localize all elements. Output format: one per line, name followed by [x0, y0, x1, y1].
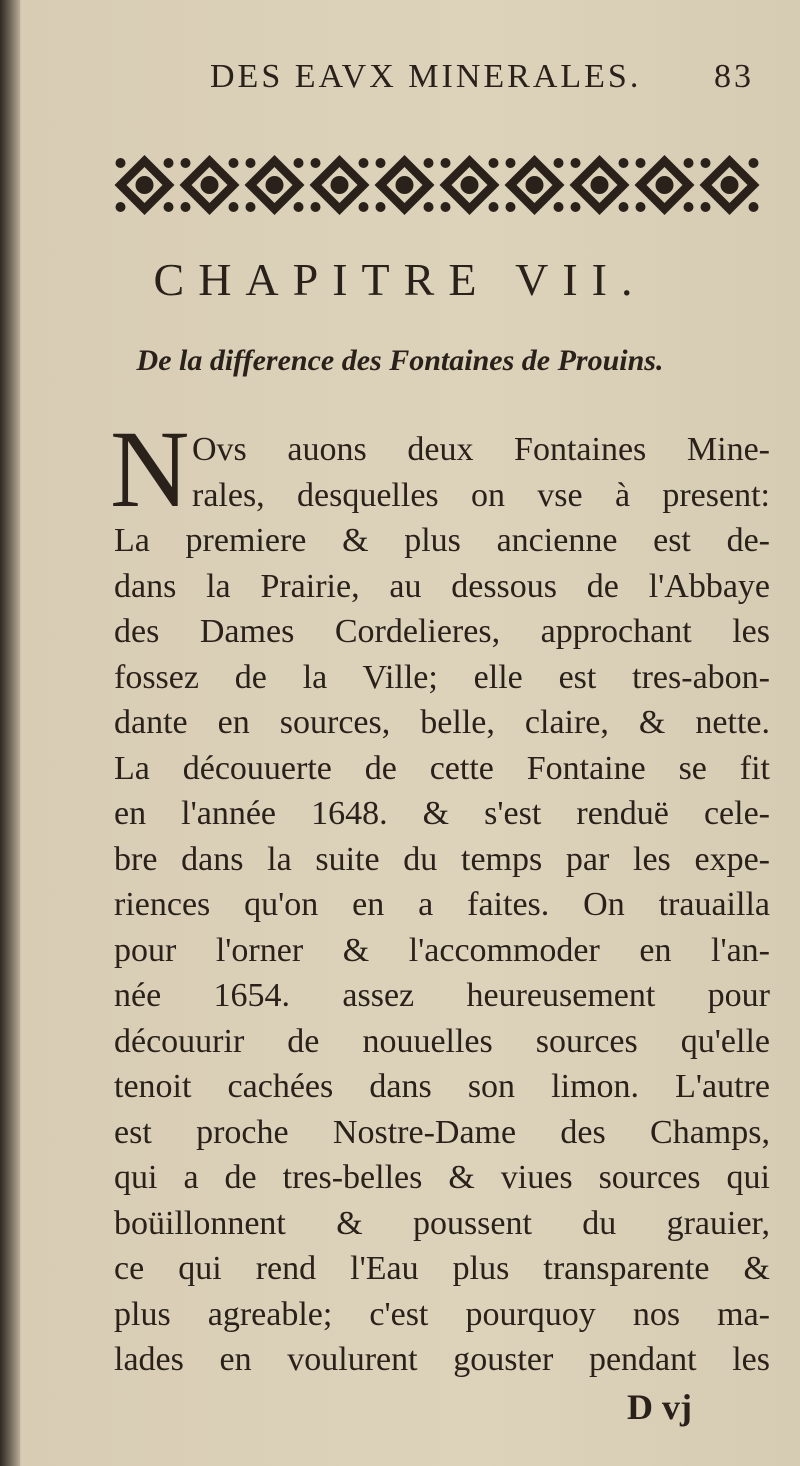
- drop-cap: N: [110, 408, 190, 530]
- text-line: lades en voulurent gouster pendant les: [114, 1341, 770, 1378]
- page-number: 83: [714, 58, 754, 95]
- text-line: La premiere & plus ancienne est de-: [114, 522, 770, 559]
- ornament-motif: [635, 155, 695, 215]
- chapter-heading: CHAPITRE VII.: [153, 254, 647, 305]
- running-title: DES EAVX MINERALES.: [210, 58, 642, 95]
- signature-mark: D vj: [627, 1387, 692, 1427]
- ornament-motif: [570, 155, 630, 215]
- text-line: ce qui rend l'Eau plus transparente &: [114, 1250, 770, 1287]
- ornament-motif: [180, 155, 240, 215]
- text-line: tenoit cachées dans son limon. L'autre: [114, 1068, 770, 1105]
- decorative-ornament-band: [112, 150, 762, 220]
- text-line: des Dames Cordelieres, approchant les: [114, 613, 770, 650]
- text-line: riences qu'on en a faites. On trauailla: [114, 886, 770, 923]
- text-line: découurir de nouuelles sources qu'elle: [114, 1022, 770, 1060]
- text-line: plus agreable; c'est pourquoy nos ma-: [114, 1295, 770, 1333]
- text-line: Ovs auons deux Fontaines Mine-: [192, 431, 770, 468]
- text-line: bre dans la suite du temps par les expe-: [114, 840, 770, 878]
- text-line: née 1654. assez heureusement pour: [114, 977, 770, 1014]
- text-line: fossez de la Ville; elle est tres-abon-: [114, 658, 770, 696]
- ornament-motif: [310, 155, 370, 215]
- ornament-motif: [115, 155, 175, 215]
- ornament-motif: [245, 155, 305, 215]
- text-line: en l'année 1648. & s'est renduë cele-: [114, 795, 770, 832]
- ornament-motif: [505, 155, 565, 215]
- text-line: dante en sources, belle, claire, & nette.: [114, 704, 770, 741]
- text-line: dans la Prairie, au dessous de l'Abbaye: [114, 567, 770, 605]
- text-line: pour l'orner & l'accommoder en l'an-: [114, 931, 770, 969]
- ornament-motif: [440, 155, 500, 215]
- ornament-motif: [700, 155, 760, 215]
- text-line: boüillonnent & poussent du grauier,: [114, 1204, 770, 1242]
- body-text: [110, 408, 770, 1383]
- text-line: La découuerte de cette Fontaine se fit: [114, 749, 770, 787]
- running-header: [210, 58, 760, 102]
- chapter-subtitle: De la difference des Fontaines de Prouins.: [136, 344, 664, 377]
- ornament-motif: [375, 155, 435, 215]
- text-line: est proche Nostre-Dame des Champs,: [114, 1113, 770, 1151]
- text-line: rales, desquelles on vse à present:: [192, 476, 770, 514]
- book-spine: [0, 0, 20, 1466]
- text-line: qui a de tres-belles & viues sources qui: [114, 1159, 770, 1196]
